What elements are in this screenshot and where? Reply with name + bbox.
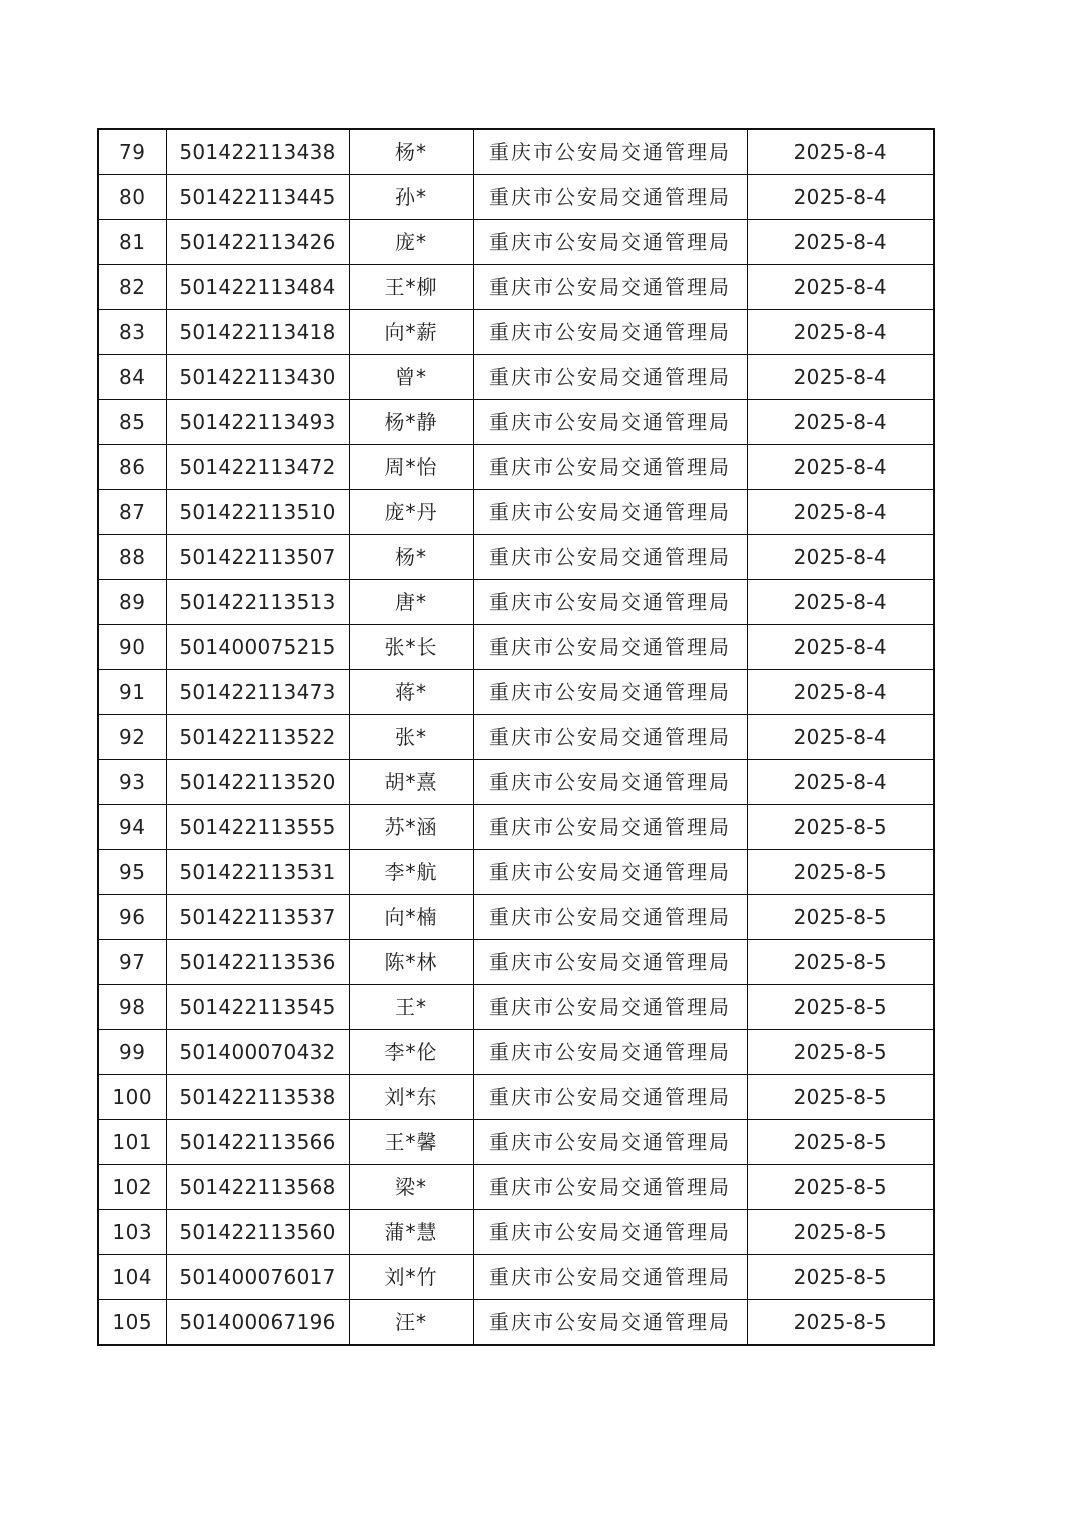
serial-number-cell: 104: [98, 1255, 166, 1300]
table-row: [98, 220, 934, 265]
table-row: [98, 1210, 934, 1255]
serial-number-cell: 100: [98, 1075, 166, 1120]
name-cell: 梁*: [349, 1165, 473, 1210]
date-cell: 2025-8-5: [747, 985, 934, 1030]
serial-number-cell: 82: [98, 265, 166, 310]
name-cell: 苏*涵: [349, 805, 473, 850]
table-row: [98, 1300, 934, 1346]
serial-number-cell: 84: [98, 355, 166, 400]
table-row: [98, 129, 934, 175]
date-cell: 2025-8-4: [747, 490, 934, 535]
table-row: [98, 940, 934, 985]
issuing-agency-cell: 重庆市公安局交通管理局: [473, 625, 747, 670]
serial-number-cell: 92: [98, 715, 166, 760]
license-number-cell: 501422113510: [166, 490, 349, 535]
date-cell: 2025-8-5: [747, 1120, 934, 1165]
name-cell: 周*怡: [349, 445, 473, 490]
issuing-agency-cell: 重庆市公安局交通管理局: [473, 1210, 747, 1255]
name-cell: 杨*: [349, 129, 473, 175]
date-cell: 2025-8-5: [747, 1210, 934, 1255]
serial-number-cell: 89: [98, 580, 166, 625]
issuing-agency-cell: 重庆市公安局交通管理局: [473, 1120, 747, 1165]
table-row: [98, 445, 934, 490]
license-number-cell: 501422113538: [166, 1075, 349, 1120]
table-row: [98, 760, 934, 805]
issuing-agency-cell: 重庆市公安局交通管理局: [473, 850, 747, 895]
name-cell: 刘*东: [349, 1075, 473, 1120]
name-cell: 向*楠: [349, 895, 473, 940]
date-cell: 2025-8-4: [747, 265, 934, 310]
table-row: [98, 535, 934, 580]
name-cell: 杨*静: [349, 400, 473, 445]
issuing-agency-cell: 重庆市公安局交通管理局: [473, 1255, 747, 1300]
license-number-cell: 501422113568: [166, 1165, 349, 1210]
date-cell: 2025-8-4: [747, 760, 934, 805]
issuing-agency-cell: 重庆市公安局交通管理局: [473, 400, 747, 445]
serial-number-cell: 103: [98, 1210, 166, 1255]
name-cell: 李*航: [349, 850, 473, 895]
date-cell: 2025-8-4: [747, 129, 934, 175]
table-body: [98, 129, 934, 1345]
issuing-agency-cell: 重庆市公安局交通管理局: [473, 445, 747, 490]
issuing-agency-cell: 重庆市公安局交通管理局: [473, 175, 747, 220]
name-cell: 王*柳: [349, 265, 473, 310]
issuing-agency-cell: 重庆市公安局交通管理局: [473, 1165, 747, 1210]
table-row: [98, 1075, 934, 1120]
license-number-cell: 501422113531: [166, 850, 349, 895]
date-cell: 2025-8-4: [747, 670, 934, 715]
table-row: [98, 580, 934, 625]
serial-number-cell: 102: [98, 1165, 166, 1210]
date-cell: 2025-8-4: [747, 355, 934, 400]
date-cell: 2025-8-5: [747, 1300, 934, 1346]
issuing-agency-cell: 重庆市公安局交通管理局: [473, 1030, 747, 1075]
serial-number-cell: 87: [98, 490, 166, 535]
date-cell: 2025-8-5: [747, 805, 934, 850]
table-row: [98, 715, 934, 760]
name-cell: 曾*: [349, 355, 473, 400]
table-row: [98, 175, 934, 220]
license-number-cell: 501422113522: [166, 715, 349, 760]
date-cell: 2025-8-4: [747, 445, 934, 490]
license-number-cell: 501422113520: [166, 760, 349, 805]
serial-number-cell: 91: [98, 670, 166, 715]
issuing-agency-cell: 重庆市公安局交通管理局: [473, 940, 747, 985]
issuing-agency-cell: 重庆市公安局交通管理局: [473, 1075, 747, 1120]
table-row: [98, 265, 934, 310]
table-row: [98, 1165, 934, 1210]
license-number-cell: 501422113537: [166, 895, 349, 940]
name-cell: 杨*: [349, 535, 473, 580]
name-cell: 庞*: [349, 220, 473, 265]
date-cell: 2025-8-5: [747, 1030, 934, 1075]
license-number-cell: 501422113426: [166, 220, 349, 265]
name-cell: 王*: [349, 985, 473, 1030]
license-number-cell: 501422113566: [166, 1120, 349, 1165]
license-number-cell: 501422113560: [166, 1210, 349, 1255]
name-cell: 王*馨: [349, 1120, 473, 1165]
issuing-agency-cell: 重庆市公安局交通管理局: [473, 985, 747, 1030]
name-cell: 向*薪: [349, 310, 473, 355]
issuing-agency-cell: 重庆市公安局交通管理局: [473, 490, 747, 535]
table-row: [98, 1255, 934, 1300]
serial-number-cell: 95: [98, 850, 166, 895]
license-number-cell: 501422113418: [166, 310, 349, 355]
issuing-agency-cell: 重庆市公安局交通管理局: [473, 895, 747, 940]
date-cell: 2025-8-4: [747, 310, 934, 355]
name-cell: 蒋*: [349, 670, 473, 715]
license-number-cell: 501422113555: [166, 805, 349, 850]
serial-number-cell: 85: [98, 400, 166, 445]
issuing-agency-cell: 重庆市公安局交通管理局: [473, 310, 747, 355]
issuing-agency-cell: 重庆市公安局交通管理局: [473, 355, 747, 400]
table-row: [98, 850, 934, 895]
license-number-cell: 501422113472: [166, 445, 349, 490]
date-cell: 2025-8-4: [747, 400, 934, 445]
license-number-cell: 501422113513: [166, 580, 349, 625]
name-cell: 孙*: [349, 175, 473, 220]
serial-number-cell: 94: [98, 805, 166, 850]
name-cell: 张*: [349, 715, 473, 760]
name-cell: 李*伦: [349, 1030, 473, 1075]
serial-number-cell: 90: [98, 625, 166, 670]
serial-number-cell: 83: [98, 310, 166, 355]
name-cell: 陈*林: [349, 940, 473, 985]
name-cell: 唐*: [349, 580, 473, 625]
serial-number-cell: 79: [98, 129, 166, 175]
table-row: [98, 490, 934, 535]
issuing-agency-cell: 重庆市公安局交通管理局: [473, 760, 747, 805]
license-register-table: [97, 128, 935, 1346]
serial-number-cell: 88: [98, 535, 166, 580]
serial-number-cell: 93: [98, 760, 166, 805]
license-number-cell: 501422113445: [166, 175, 349, 220]
date-cell: 2025-8-4: [747, 535, 934, 580]
license-number-cell: 501422113545: [166, 985, 349, 1030]
date-cell: 2025-8-4: [747, 220, 934, 265]
date-cell: 2025-8-5: [747, 850, 934, 895]
serial-number-cell: 105: [98, 1300, 166, 1346]
name-cell: 张*长: [349, 625, 473, 670]
license-number-cell: 501422113438: [166, 129, 349, 175]
table-row: [98, 805, 934, 850]
license-number-cell: 501400070432: [166, 1030, 349, 1075]
table-row: [98, 400, 934, 445]
serial-number-cell: 99: [98, 1030, 166, 1075]
date-cell: 2025-8-5: [747, 940, 934, 985]
name-cell: 蒲*慧: [349, 1210, 473, 1255]
issuing-agency-cell: 重庆市公安局交通管理局: [473, 670, 747, 715]
table-row: [98, 895, 934, 940]
date-cell: 2025-8-5: [747, 1075, 934, 1120]
license-number-cell: 501422113507: [166, 535, 349, 580]
date-cell: 2025-8-5: [747, 1165, 934, 1210]
table-row: [98, 1120, 934, 1165]
license-number-cell: 501422113484: [166, 265, 349, 310]
license-number-cell: 501422113493: [166, 400, 349, 445]
serial-number-cell: 86: [98, 445, 166, 490]
serial-number-cell: 80: [98, 175, 166, 220]
table-row: [98, 1030, 934, 1075]
license-number-cell: 501400075215: [166, 625, 349, 670]
license-number-cell: 501422113430: [166, 355, 349, 400]
serial-number-cell: 97: [98, 940, 166, 985]
license-number-cell: 501400076017: [166, 1255, 349, 1300]
license-number-cell: 501400067196: [166, 1300, 349, 1346]
license-number-cell: 501422113473: [166, 670, 349, 715]
table-row: [98, 670, 934, 715]
name-cell: 胡*熹: [349, 760, 473, 805]
date-cell: 2025-8-5: [747, 1255, 934, 1300]
issuing-agency-cell: 重庆市公安局交通管理局: [473, 265, 747, 310]
table-row: [98, 625, 934, 670]
date-cell: 2025-8-4: [747, 175, 934, 220]
name-cell: 庞*丹: [349, 490, 473, 535]
serial-number-cell: 81: [98, 220, 166, 265]
table-row: [98, 355, 934, 400]
license-number-cell: 501422113536: [166, 940, 349, 985]
date-cell: 2025-8-4: [747, 715, 934, 760]
issuing-agency-cell: 重庆市公安局交通管理局: [473, 129, 747, 175]
issuing-agency-cell: 重庆市公安局交通管理局: [473, 220, 747, 265]
issuing-agency-cell: 重庆市公安局交通管理局: [473, 715, 747, 760]
table-row: [98, 985, 934, 1030]
issuing-agency-cell: 重庆市公安局交通管理局: [473, 535, 747, 580]
serial-number-cell: 96: [98, 895, 166, 940]
date-cell: 2025-8-4: [747, 625, 934, 670]
issuing-agency-cell: 重庆市公安局交通管理局: [473, 580, 747, 625]
name-cell: 刘*竹: [349, 1255, 473, 1300]
date-cell: 2025-8-4: [747, 580, 934, 625]
issuing-agency-cell: 重庆市公安局交通管理局: [473, 1300, 747, 1346]
serial-number-cell: 98: [98, 985, 166, 1030]
table-row: [98, 310, 934, 355]
date-cell: 2025-8-5: [747, 895, 934, 940]
issuing-agency-cell: 重庆市公安局交通管理局: [473, 805, 747, 850]
name-cell: 汪*: [349, 1300, 473, 1346]
serial-number-cell: 101: [98, 1120, 166, 1165]
